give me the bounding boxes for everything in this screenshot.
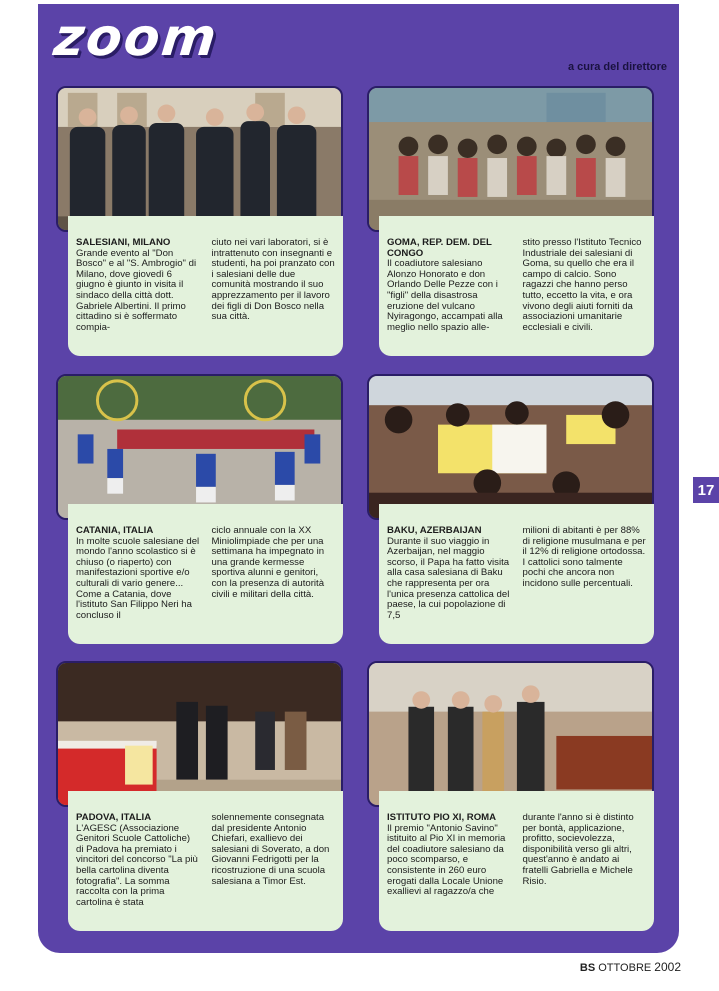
article-heading: SALESIANI, MILANO <box>76 237 171 248</box>
article-heading: ISTITUTO PIO XI, ROMA <box>387 812 497 823</box>
article-heading: GOMA, REP. DEM. DEL CONGO <box>387 237 492 259</box>
article-text-milano <box>68 216 343 356</box>
article-body-col2: ciuto nei vari laboratori, si è intrattenuto con insegnanti e studenti, ha poi pranzato con i salesiani delle due comunità mostrando il suo apprezzamento per il lavoro dei figli di Don Bosco nella sua città. <box>211 237 335 323</box>
photo-catania <box>56 374 343 520</box>
article-body-col1: In molte scuole salesiane del mondo l'anno scolastico si è chiuso (o riaperto) con manifestazioni sportive e/o culturali di vario genere... Come a Catania, dove l'istituto San Filippo Neri ha concluso il <box>76 535 200 621</box>
photo-baku <box>367 374 654 520</box>
article-body-col2: solennemente consegnata dal presidente Antonio Chiefari, exallievo dei salesiani di Soverato, a don Giovanni Fedrigotti per la ricostruzione di una scuola salesiana a Timor Est. <box>211 812 330 887</box>
footer-brand: BS <box>579 962 596 974</box>
article-body-col2: milioni di abitanti è per 88% di religione musulmana e per il 12% di religione ortodossa. I cattolici sono talmente pochi che ancora non incidono sulle percentuali. <box>522 525 646 589</box>
article-text-goma <box>379 216 654 356</box>
article-body-col2: stito presso l'Istituto Tecnico Industriale dei salesiani di Goma, su quello che era il campo di calcio. Sono ragazzi che hanno perso tutto, eccetto la vita, e ora vivono degli aiuti forniti da associazioni umanitarie ecclesiali e civili. <box>522 237 642 333</box>
article-card-catania <box>56 374 343 660</box>
photo-roma <box>367 661 654 807</box>
article-card-padova <box>56 661 343 947</box>
photo-padova <box>56 661 343 807</box>
article-body-col1: Il premio "Antonio Savino" istituito al Pio XI in memoria del coadiutore salesiano da poco scomparso, e consistente in 260 euro erogati dalla Locale Unione exallievi al ragazzo/a che <box>387 822 506 898</box>
article-text-baku <box>379 504 654 644</box>
photo-milano <box>56 86 343 232</box>
section-title: zoom <box>50 8 222 68</box>
article-body-col1: Grande evento al "Don Bosco" e al "S. Ambrogio" di Milano, dove giovedì 6 giugno è giunto in visita il sindaco della città dott. Gabriele Albertini. Il primo cittadino si è soffermato compia- <box>76 247 197 333</box>
curator-line: a cura del direttore <box>567 61 667 73</box>
page-number-tab: 17 <box>693 477 719 503</box>
article-card-milano <box>56 86 343 372</box>
article-card-baku <box>367 374 654 660</box>
article-body-col1: Il coadiutore salesiano Alonzo Honorato e don Orlando Delle Pezze con i "figli" della disastrosa eruzione del vulcano Nyiragongo, accampati alla meglio nello spazio alle- <box>387 258 503 333</box>
footer-month: OTTOBRE <box>598 962 652 974</box>
article-body-col2: durante l'anno si è distinto per bontà, applicazione, profitto, socievolezza, disponibilità verso gli altri, quest'anno è andato ai fratelli Gabriella e Michele Risio. <box>522 812 634 887</box>
article-body-col2: ciclo annuale con la XX Miniolimpiade che per una settimana ha impegnato in una grande kermesse sportiva alunni e genitori, con la presenza di autorità civili e militari della città. <box>211 525 325 600</box>
footer-year: 2002 <box>654 960 681 974</box>
article-heading: CATANIA, ITALIA <box>76 525 154 536</box>
article-heading: PADOVA, ITALIA <box>76 812 152 823</box>
article-text-padova <box>68 791 343 931</box>
article-body-col1: L'AGESC (Associazione Genitori Scuole Cattoliche) di Padova ha premiato i vincitori del concorso "La più bella cartolina diventa fotografia". La somma raccolta con la prima cartolina è stata <box>76 822 198 908</box>
article-card-roma <box>367 661 654 947</box>
article-text-roma <box>379 791 654 931</box>
article-heading: BAKU, AZERBAIJAN <box>387 525 482 536</box>
photo-goma <box>367 86 654 232</box>
article-text-catania <box>68 504 343 644</box>
article-card-goma <box>367 86 654 372</box>
footer <box>580 960 681 974</box>
article-body-col1: Durante il suo viaggio in Azerbaijan, nel maggio scorso, il Papa ha fatto visita alla casa salesiana di Baku che rappresenta per ora l'unica presenza cattolica del paese, la cui popolazione di 7,5 <box>387 535 510 621</box>
